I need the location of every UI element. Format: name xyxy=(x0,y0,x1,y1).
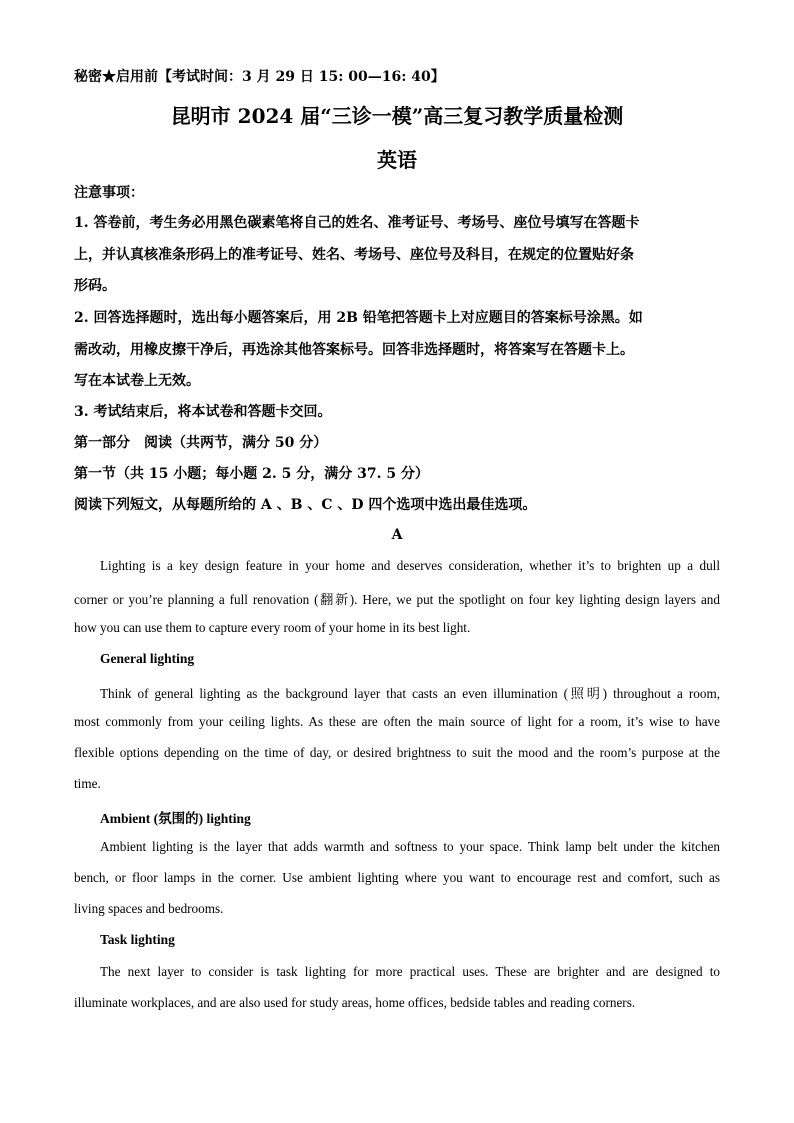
notes-heading: 注意事项： xyxy=(74,185,144,201)
reading-instruction: 阅读下列短文，从每题所给的 A 、B 、C 、D 四个选项中选出最佳选项。 xyxy=(74,497,537,513)
intro-line-2: corner or you’re planning a full renovation (翻新). Here, we put the spotlight on four key lighting design layers and xyxy=(74,592,720,607)
general-line-1: Think of general lighting as the background layer that casts an even illumination (照明) throughout a room, xyxy=(100,686,720,701)
note-2-line-3: 写在本试卷上无效。 xyxy=(74,373,200,389)
note-2-line-1: 2. 回答选择题时，选出每小题答案后，用 2B 铅笔把答题卡上对应题目的答案标号涂黑。如 xyxy=(74,310,643,326)
general-lighting-heading: General lighting xyxy=(100,651,195,666)
task-line-2: illuminate workplaces, and are also used for study areas, home offices, bedside tables and reading corners. xyxy=(74,995,636,1010)
general-line-2: most commonly from your ceiling lights. As these are often the main source of light for a room, it’s wise to have xyxy=(74,714,720,729)
note-1-line-1: 1. 答卷前，考生务必用黑色碳素笔将自己的姓名、准考证号、考场号、座位号填写在答题卡 xyxy=(74,215,640,231)
general-line-3: flexible options depending on the time of day, or desired brightness to suit the mood and the room’s purpose at the xyxy=(74,745,720,760)
task-line-1: The next layer to consider is task lighting for more practical uses. These are brighter and are designed to xyxy=(100,964,720,979)
task-lighting-heading: Task lighting xyxy=(100,932,175,947)
confidential-time-line: 秘密★启用前【考试时间：3 月 29 日 15: 00—16: 40】 xyxy=(74,69,445,85)
passage-label: A xyxy=(391,527,403,543)
part-1-heading: 第一部分 阅读（共两节，满分 50 分） xyxy=(74,435,328,451)
note-2-line-2: 需改动，用橡皮擦干净后，再选涂其他答案标号。回答非选择题时，将答案写在答题卡上。 xyxy=(74,342,634,358)
exam-title: 昆明市 2024 届“三诊一模”高三复习教学质量检测 xyxy=(170,104,624,128)
note-1-line-3: 形码。 xyxy=(74,278,116,294)
ambient-lighting-heading: Ambient (氛围的) lighting xyxy=(100,811,251,826)
intro-line-1: Lighting is a key design feature in your home and deserves consideration, whether it’s to brighten up a dull xyxy=(100,558,720,573)
ambient-line-2: bench, or floor lamps in the corner. Use ambient lighting where you want to encourage rest and comfort, such as xyxy=(74,870,720,885)
ambient-line-3: living spaces and bedrooms. xyxy=(74,901,224,916)
intro-line-3: how you can use them to capture every room of your home in its best light. xyxy=(74,620,471,635)
note-1-line-2: 上，并认真核准条形码上的准考证号、姓名、考场号、座位号及科目，在规定的位置贴好条 xyxy=(74,247,634,263)
section-1-heading: 第一节（共 15 小题；每小题 2. 5 分，满分 37. 5 分） xyxy=(74,466,429,482)
ambient-line-1: Ambient lighting is the layer that adds warmth and softness to your space. Think lamp belt under the kitchen xyxy=(100,839,720,854)
note-3: 3. 考试结束后，将本试卷和答题卡交回。 xyxy=(74,404,332,420)
subject-title: 英语 xyxy=(377,148,417,172)
general-line-4: time. xyxy=(74,776,101,791)
